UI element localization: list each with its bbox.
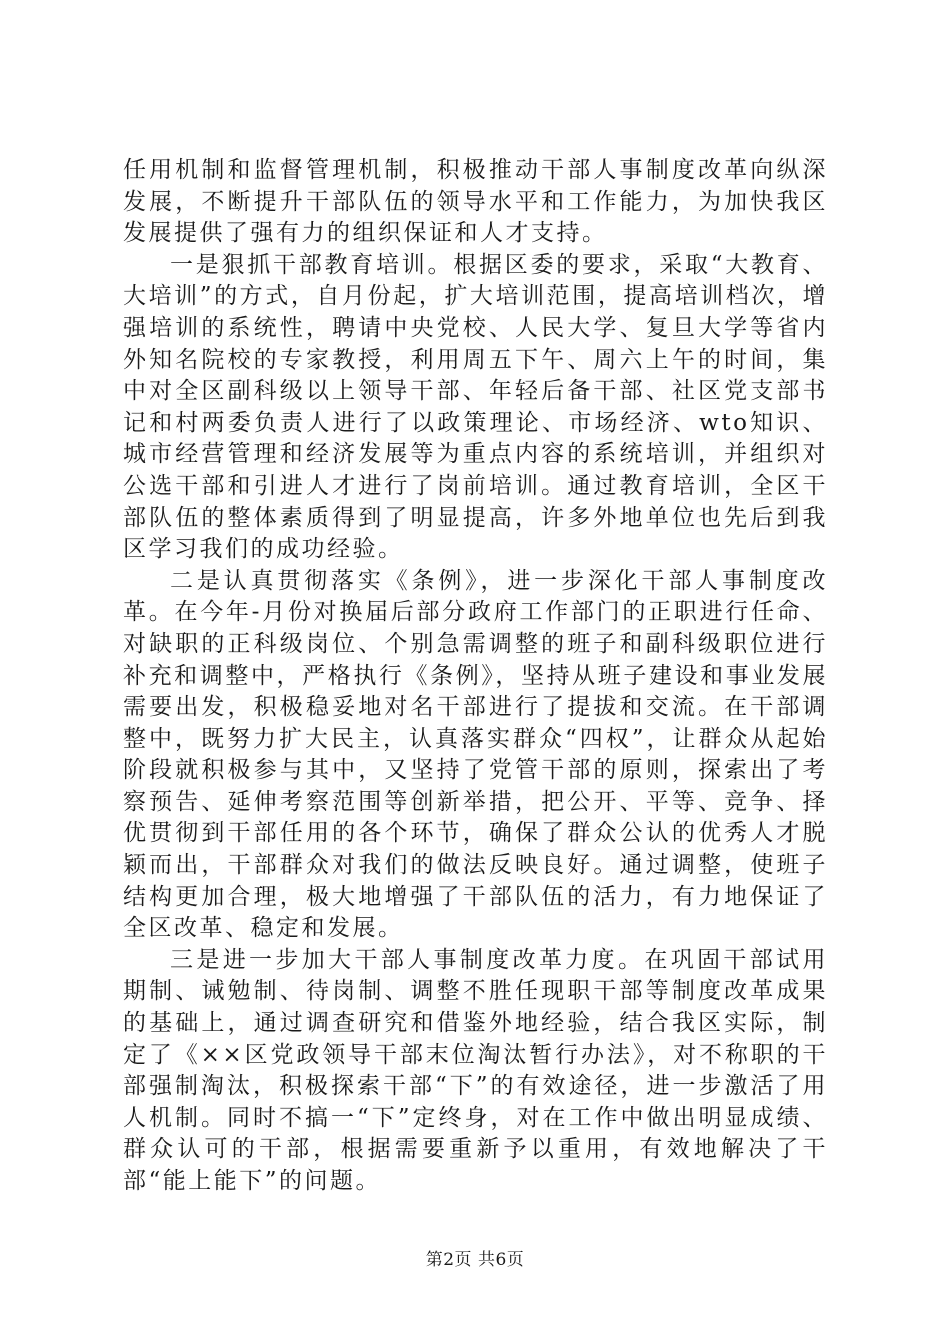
paragraph-regulations: 二是认真贯彻落实《条例》，进一步深化干部人事制度改革。在今年-月份对换届后部分政府工作部门的正职进行任命、对缺职的正科级岗位、个别急需调整的班子和副科级职位进行补充和调整中，严格执行《条例》，坚持从班子建设和事业发展需要出发，积极稳妥地对名干部进行了提拔和交流。在干部调整中，既努力扩大民主，认真落实群众“四权”，让群众从起始阶段就积极参与其中，又坚持了党管干部的原则，探索出了考察预告、延伸考察范围等创新举措，把公开、平等、竞争、择优贯彻到干部任用的各个环节，确保了群众公认的优秀人才脱颖而出，干部群众对我们的做法反映良好。通过调整，使班子结构更加合理，极大地增强了干部队伍的活力，有力地保证了全区改革、稳定和发展。 <box>123 567 828 942</box>
paragraph-reform: 三是进一步加大干部人事制度改革力度。在巩固干部试用期制、诫勉制、待岗制、调整不胜任现职干部等制度改革成果的基础上，通过调查研究和借鉴外地经验，结合我区实际，制定了《××区党政领导干部末位淘汰暂行办法》，对不称职的干部强制淘汰，积极探索干部“下”的有效途径，进一步激活了用人机制。同时不搞一“下”定终身，对在工作中做出明显成绩、群众认可的干部，根据需要重新予以重用，有效地解决了干部“能上能下”的问题。 <box>123 946 828 1194</box>
document-body <box>123 155 828 1198</box>
paragraph-education-training: 一是狠抓干部教育培训。根据区委的要求，采取“大教育、大培训”的方式，自月份起，扩大培训范围，提高培训档次，增强培训的系统性，聘请中央党校、人民大学、复旦大学等省内外知名院校的专家教授，利用周五下午、周六上午的时间，集中对全区副科级以上领导干部、年轻后备干部、社区党支部书记和村两委负责人进行了以政策理论、市场经济、wto知识、城市经营管理和经济发展等为重点内容的系统培训，并组织对公选干部和引进人才进行了岗前培训。通过教育培训，全区干部队伍的整体素质得到了明显提高，许多外地单位也先后到我区学习我们的成功经验。 <box>123 251 828 563</box>
paragraph-continuation: 任用机制和监督管理机制，积极推动干部人事制度改革向纵深发展，不断提升干部队伍的领导水平和工作能力，为加快我区发展提供了强有力的组织保证和人才支持。 <box>123 157 828 247</box>
page-footer: 第2页 共6页 <box>425 1250 525 1270</box>
